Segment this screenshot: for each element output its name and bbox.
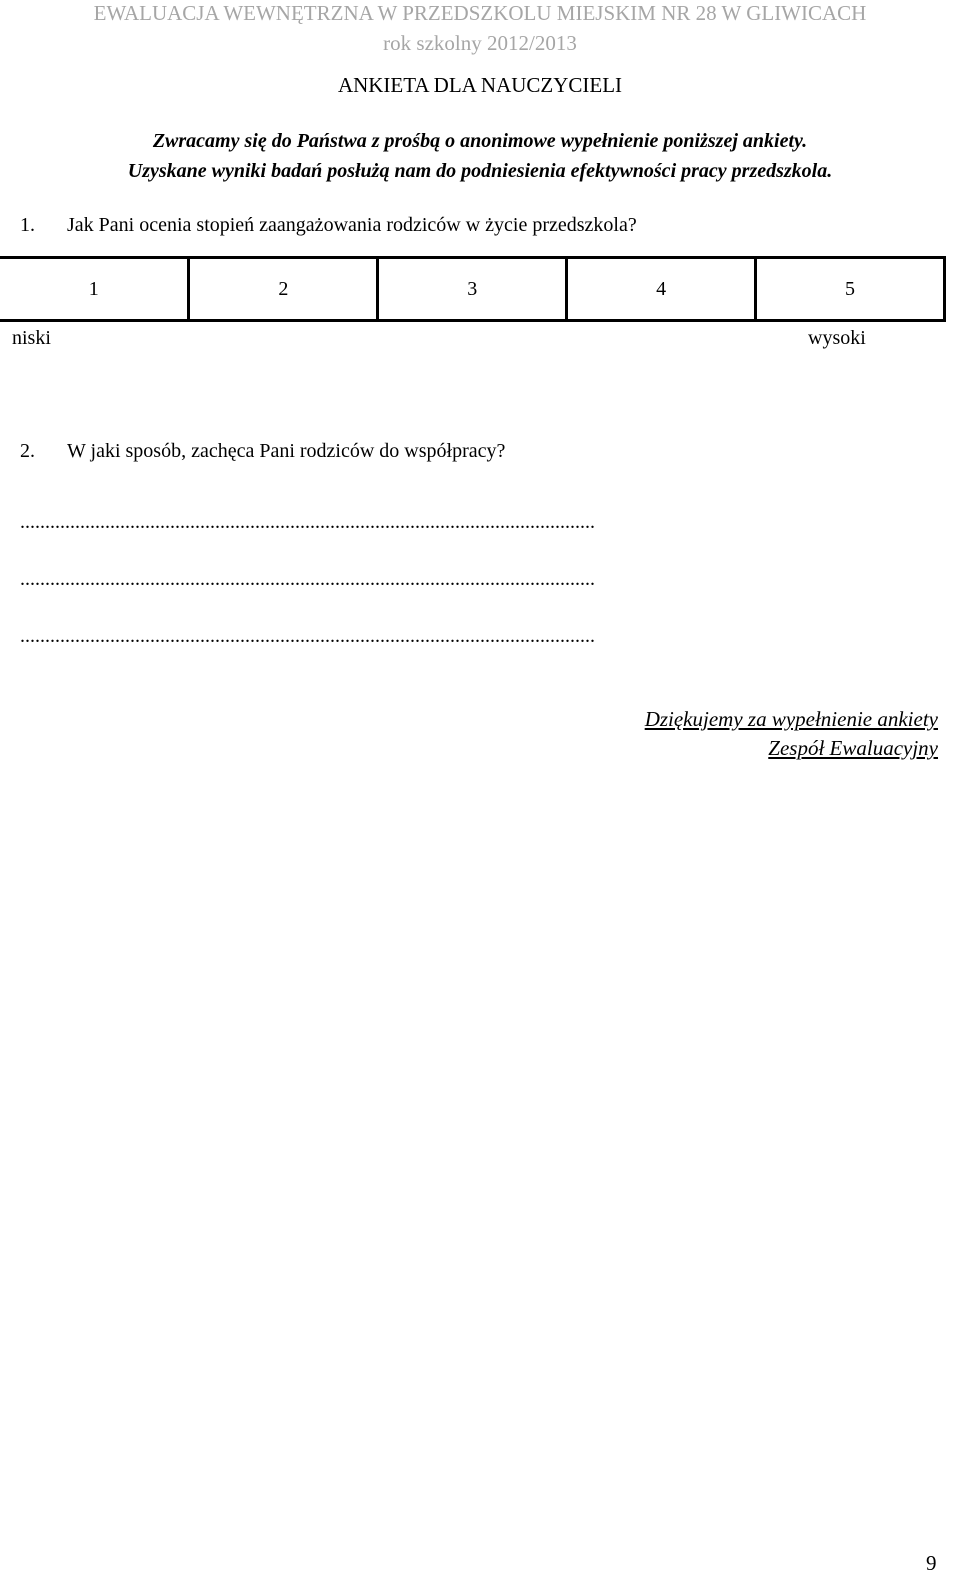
survey-title: ANKIETA DLA NAUCZYCIELI — [337, 73, 623, 97]
intro-text-line-1: Zwracamy się do Państwa z prośbą o anonimowe wypełnienie poniższej ankiety. — [152, 130, 808, 152]
page-number: 9 — [926, 1551, 937, 1575]
thanks-text: Dziękujemy za wypełnienie ankiety — [644, 707, 938, 731]
school-header: EWALUACJA WEWNĘTRZNA W PRZEDSZKOLU MIEJSKIM NR 28 W GLIWICACH — [93, 1, 867, 25]
rating-option-5[interactable]: 5 — [756, 258, 945, 321]
rating-option-2[interactable]: 2 — [189, 258, 378, 321]
scale-low-label: niski — [12, 327, 51, 349]
rating-option-1[interactable]: 1 — [0, 258, 189, 321]
team-signature: Zespół Ewaluacyjny — [768, 736, 938, 760]
answer-line-1[interactable]: ................................................................................................................... — [20, 511, 595, 533]
question-2 — [20, 440, 505, 463]
rating-option-3[interactable]: 3 — [378, 258, 567, 321]
question-2-text: W jaki sposób, zachęca Pani rodziców do współpracy? — [67, 440, 506, 462]
intro-text-line-2: Uzyskane wyniki badań posłużą nam do podniesienia efektywności pracy przedszkola. — [127, 160, 833, 182]
question-2-number: 2. — [20, 440, 35, 462]
school-year: rok szkolny 2012/2013 — [383, 31, 577, 55]
scale-high-label: wysoki — [808, 327, 866, 349]
answer-line-3[interactable]: ................................................................................................................... — [20, 625, 595, 647]
rating-option-4[interactable]: 4 — [567, 258, 756, 321]
question-1-text: Jak Pani ocenia stopień zaangażowania rodziców w życie przedszkola? — [67, 214, 637, 236]
question-1-number: 1. — [20, 214, 35, 236]
question-1 — [20, 214, 637, 237]
answer-line-2[interactable]: ................................................................................................................... — [20, 568, 595, 590]
rating-scale — [0, 256, 946, 322]
